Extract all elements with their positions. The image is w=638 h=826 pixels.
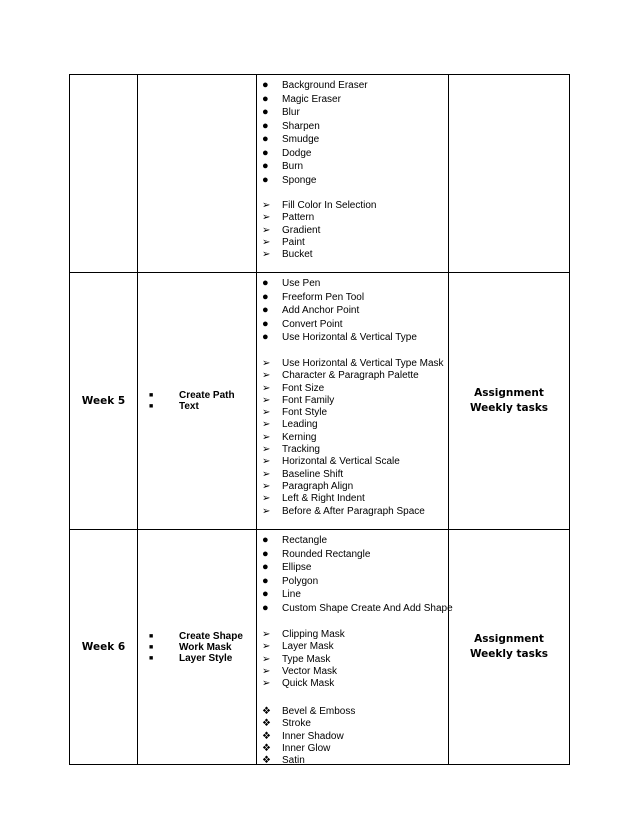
topics-list xyxy=(138,390,256,412)
list-item-label: Before & After Paragraph Space xyxy=(282,505,425,517)
list-item xyxy=(257,706,355,718)
list-item-label: Use Pen xyxy=(282,278,321,289)
list-item xyxy=(257,200,376,212)
week-row xyxy=(70,75,570,273)
list-item xyxy=(257,678,345,690)
arrow-bullet-icon: ➢ xyxy=(262,456,271,468)
list-item xyxy=(257,602,453,616)
list-item xyxy=(257,358,444,370)
list-item xyxy=(257,160,368,174)
list-item xyxy=(257,79,368,93)
list-item-label: Sharpen xyxy=(282,120,320,132)
dot-bullet-icon: ● xyxy=(262,574,269,587)
list-item xyxy=(257,249,376,261)
details-cell xyxy=(257,273,449,530)
list-item xyxy=(257,629,345,641)
arrow-bullet-icon: ➢ xyxy=(262,629,271,640)
list-item xyxy=(257,432,444,444)
list-item-label: Sponge xyxy=(282,174,317,186)
arrow-bullet-list xyxy=(257,358,444,518)
list-item-label: Stroke xyxy=(282,718,311,730)
list-item xyxy=(257,731,355,743)
list-item xyxy=(257,419,444,431)
list-item-label: Polygon xyxy=(282,575,319,587)
list-item-label: Custom Shape Create And Add Shape xyxy=(282,602,453,614)
syllabus-body xyxy=(70,75,570,765)
arrow-bullet-icon: ➢ xyxy=(262,665,271,677)
assignment-cell xyxy=(449,530,570,765)
arrow-bullet-icon: ➢ xyxy=(262,249,271,261)
list-item-label: Pattern xyxy=(282,212,315,224)
list-item xyxy=(257,493,444,505)
square-bullet-icon: ■ xyxy=(149,392,154,399)
dot-bullet-list xyxy=(257,277,417,345)
list-item xyxy=(257,506,444,518)
list-item-label: Satin xyxy=(282,755,305,767)
topic-label: Text xyxy=(179,401,199,412)
list-item-label: Bevel & Emboss xyxy=(282,706,356,717)
arrow-bullet-icon: ➢ xyxy=(262,641,271,653)
list-item-label: Font Family xyxy=(282,394,335,406)
assignment-subtitle: Weekly tasks xyxy=(469,648,549,660)
topic-item xyxy=(149,390,256,401)
dot-bullet-icon: ● xyxy=(262,331,269,343)
list-item xyxy=(257,666,345,678)
details-cell xyxy=(257,530,453,767)
topic-label: Layer Style xyxy=(179,652,233,664)
list-item-label: Quick Mask xyxy=(282,678,335,690)
list-item-label: Gradient xyxy=(282,224,321,236)
topic-label: Create Path xyxy=(179,390,235,401)
list-item-label: Paint xyxy=(282,236,305,248)
dot-bullet-icon: ● xyxy=(262,601,269,614)
list-item-label: Rectangle xyxy=(282,535,328,546)
dot-bullet-icon: ● xyxy=(262,133,269,145)
arrow-bullet-icon: ➢ xyxy=(262,358,271,369)
dot-bullet-icon: ● xyxy=(262,534,269,546)
list-item xyxy=(257,743,355,755)
topic-item xyxy=(149,642,256,653)
list-item-label: Burn xyxy=(282,161,304,172)
list-item xyxy=(257,718,355,730)
list-item-label: Clipping Mask xyxy=(282,629,345,640)
diamond-bullet-icon: ❖ xyxy=(262,718,271,730)
list-item xyxy=(257,331,417,345)
dot-bullet-icon: ● xyxy=(262,160,269,172)
dot-bullet-icon: ● xyxy=(262,588,269,600)
list-item-label: Use Horizontal & Vertical Type xyxy=(282,332,417,343)
dot-bullet-icon: ● xyxy=(262,304,269,316)
list-item xyxy=(257,383,444,395)
list-item xyxy=(257,654,345,666)
assignment-cell xyxy=(449,75,570,273)
list-item-label: Leading xyxy=(282,419,318,431)
dot-bullet-icon: ● xyxy=(262,317,269,330)
list-item-label: Type Mask xyxy=(282,653,331,665)
arrow-bullet-icon: ➢ xyxy=(262,370,271,382)
dot-bullet-icon: ● xyxy=(262,561,269,573)
topics-list xyxy=(138,631,256,664)
dot-bullet-icon: ● xyxy=(262,290,269,303)
list-item xyxy=(257,481,444,493)
list-item xyxy=(257,548,453,562)
topic-item xyxy=(149,401,256,412)
list-item xyxy=(257,174,368,188)
list-item xyxy=(257,106,368,120)
list-item-label: Smudge xyxy=(282,134,320,145)
arrow-bullet-icon: ➢ xyxy=(262,653,271,665)
arrow-bullet-list xyxy=(257,200,376,261)
list-item-label: Use Horizontal & Vertical Type Mask xyxy=(282,358,444,369)
arrow-bullet-icon: ➢ xyxy=(262,236,271,248)
assignment-label: Assignment xyxy=(474,387,544,399)
square-bullet-icon: ■ xyxy=(149,654,154,662)
dot-bullet-icon: ● xyxy=(262,106,269,118)
list-item xyxy=(257,561,453,575)
dot-bullet-icon: ● xyxy=(262,146,269,159)
list-item-label: Inner Glow xyxy=(282,742,331,754)
square-bullet-icon: ■ xyxy=(149,403,154,410)
list-item-label: Bucket xyxy=(282,249,313,261)
list-item-label: Character & Paragraph Palette xyxy=(282,370,419,382)
list-item-label: Kerning xyxy=(282,431,317,443)
dot-bullet-list xyxy=(257,534,453,615)
list-item-label: Magic Eraser xyxy=(282,93,341,105)
week-row xyxy=(70,273,570,530)
dot-bullet-icon: ● xyxy=(262,79,269,91)
list-item-label: Rounded Rectangle xyxy=(282,548,371,560)
diamond-bullet-icon: ❖ xyxy=(262,742,271,754)
list-item-label: Line xyxy=(282,589,301,600)
assignment-label: Assignment xyxy=(474,633,544,645)
week-cell: Week 5 xyxy=(70,273,138,530)
diamond-bullet-icon: ❖ xyxy=(262,730,271,742)
topics-cell xyxy=(138,75,257,273)
list-item xyxy=(257,237,376,249)
dot-bullet-icon: ● xyxy=(262,547,269,560)
square-bullet-icon: ■ xyxy=(149,643,154,651)
dot-bullet-icon: ● xyxy=(262,173,269,186)
list-item-label: Ellipse xyxy=(282,562,312,573)
list-item xyxy=(257,395,444,407)
arrow-bullet-icon: ➢ xyxy=(262,200,271,211)
arrow-bullet-list xyxy=(257,629,345,690)
list-item xyxy=(257,291,417,305)
arrow-bullet-icon: ➢ xyxy=(262,382,271,394)
dot-bullet-icon: ● xyxy=(262,277,269,289)
dot-bullet-icon: ● xyxy=(262,119,269,132)
week-row xyxy=(70,530,570,765)
list-item xyxy=(257,120,368,134)
topic-label: Work Mask xyxy=(179,641,232,653)
list-item xyxy=(257,304,417,318)
arrow-bullet-icon: ➢ xyxy=(262,493,271,505)
list-item xyxy=(257,469,444,481)
square-bullet-icon: ■ xyxy=(149,632,154,640)
assignment-subtitle: Weekly tasks xyxy=(469,402,549,414)
arrow-bullet-icon: ➢ xyxy=(262,505,271,517)
list-item xyxy=(257,588,453,602)
list-item-label: Freeform Pen Tool xyxy=(282,291,365,303)
list-item-label: Font Style xyxy=(282,407,328,419)
list-item xyxy=(257,407,444,419)
list-item xyxy=(257,755,355,767)
topic-label: Create Shape xyxy=(179,630,243,642)
arrow-bullet-icon: ➢ xyxy=(262,419,271,431)
arrow-bullet-icon: ➢ xyxy=(262,431,271,443)
arrow-bullet-icon: ➢ xyxy=(262,394,271,406)
list-item-label: Vector Mask xyxy=(282,665,338,677)
list-item-label: Dodge xyxy=(282,147,312,159)
arrow-bullet-icon: ➢ xyxy=(262,224,271,236)
week-cell xyxy=(70,75,138,273)
list-item-label: Layer Mask xyxy=(282,641,334,653)
arrow-bullet-icon: ➢ xyxy=(262,468,271,480)
diamond-bullet-icon: ❖ xyxy=(262,706,271,717)
dot-bullet-icon: ● xyxy=(262,92,269,105)
list-item xyxy=(257,147,368,161)
list-item-label: Tracking xyxy=(282,444,320,456)
week-cell: Week 6 xyxy=(70,530,138,765)
arrow-bullet-icon: ➢ xyxy=(262,212,271,224)
list-item-label: Add Anchor Point xyxy=(282,305,360,316)
dot-bullet-list xyxy=(257,79,368,187)
arrow-bullet-icon: ➢ xyxy=(262,480,271,492)
list-item xyxy=(257,133,368,147)
list-item-label: Paragraph Align xyxy=(282,480,354,492)
arrow-bullet-icon: ➢ xyxy=(262,444,271,456)
diamond-bullet-list xyxy=(257,706,355,767)
list-item xyxy=(257,212,376,224)
list-item-label: Background Eraser xyxy=(282,80,368,91)
list-item xyxy=(257,277,417,291)
details-cell xyxy=(257,75,449,273)
list-item xyxy=(257,641,345,653)
list-item xyxy=(257,318,417,332)
list-item-label: Convert Point xyxy=(282,318,343,330)
list-item xyxy=(257,444,444,456)
assignment-cell xyxy=(449,273,570,530)
list-item xyxy=(257,225,376,237)
list-item-label: Horizontal & Vertical Scale xyxy=(282,456,400,468)
topics-cell xyxy=(138,530,257,765)
list-item-label: Baseline Shift xyxy=(282,468,344,480)
list-item-label: Blur xyxy=(282,107,300,118)
list-item xyxy=(257,575,453,589)
list-item-label: Left & Right Indent xyxy=(282,493,365,505)
list-item-label: Inner Shadow xyxy=(282,730,344,742)
syllabus-table xyxy=(69,74,570,765)
list-item xyxy=(257,534,453,548)
list-item xyxy=(257,370,444,382)
topic-item xyxy=(149,631,256,642)
list-item xyxy=(257,456,444,468)
list-item-label: Font Size xyxy=(282,382,325,394)
arrow-bullet-icon: ➢ xyxy=(262,407,271,419)
diamond-bullet-icon: ❖ xyxy=(262,755,271,767)
topic-item xyxy=(149,653,256,664)
list-item-label: Fill Color In Selection xyxy=(282,200,377,211)
arrow-bullet-icon: ➢ xyxy=(262,678,271,690)
list-item xyxy=(257,93,368,107)
topics-cell xyxy=(138,273,257,530)
